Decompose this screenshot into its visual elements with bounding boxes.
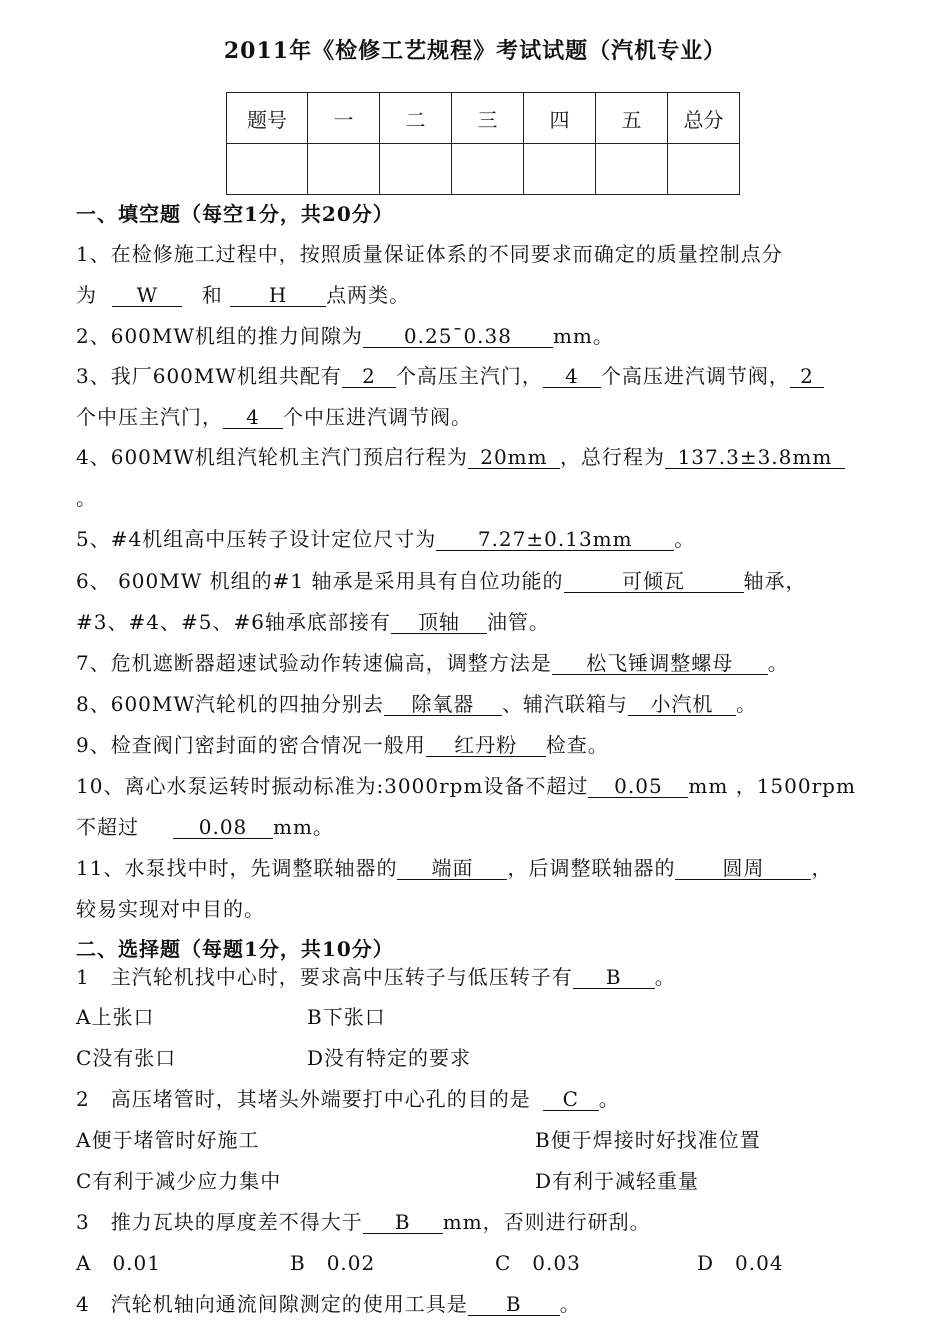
c3-option-d: D 0.04 [697,1251,784,1275]
score-cell[interactable] [452,144,524,195]
c3-answer: B [363,1211,443,1234]
q11-answer-2: 圆周 [675,857,811,880]
q3-text-c: 个高压进汽调节阀， [600,364,790,388]
q2-text: 2、600MW机组的推力间隙为 [76,324,363,348]
c3-line [76,1206,896,1235]
q3-text-b: 个高压主汽门， [395,364,543,388]
q5-text: 5、#4机组高中压转子设计定位尺寸为 [76,527,437,551]
q6-text-b: 轴承， [743,569,807,593]
q8-line [76,688,896,717]
score-cell[interactable] [596,144,668,195]
q2-text-b: mm。 [552,324,614,348]
q6-line1 [76,565,896,594]
score-header-row [227,93,740,144]
c4-answer: B [468,1293,560,1316]
score-header-cell: 三 [452,93,524,144]
q3-answer-2: 4 [543,365,601,388]
q5-line [76,523,896,552]
c3-option-a: A 0.01 [76,1251,161,1275]
c1-option-b: B下张口 [307,1005,386,1029]
q3-answer-1: 2 [342,365,396,388]
q7-line [76,647,896,676]
c2-end: 。 [598,1087,620,1111]
q10-text-b: mm ，1500rpm [688,774,856,798]
q3-text-d: 个中压主汽门， [76,405,223,429]
c3-option-c: C 0.03 [495,1251,581,1275]
score-header-cell: 四 [524,93,596,144]
q8-answer-2: 小汽机 [628,693,736,716]
q6-text-d: 油管。 [486,610,550,634]
score-cell[interactable] [380,144,452,195]
q4-text-b: ，总行程为 [559,445,665,469]
q7-answer: 松飞锤调整螺母 [552,652,768,675]
c3-option-b: B 0.02 [290,1251,376,1275]
q9-answer: 红丹粉 [426,734,546,757]
q10-answer-1: 0.05 [588,775,688,798]
q6-answer-2: 顶轴 [391,611,487,634]
q9-text: 9、检查阀门密封面的密合情况一般用 [76,733,426,757]
exam-title: 2011年《检修工艺规程》考试试题（汽机专业） [223,38,727,64]
q7-text-b: 。 [767,651,789,675]
q1-text: 1、在检修施工过程中，按照质量保证体系的不同要求而确定的质量控制点分 [76,242,783,266]
q5-answer: 7.27±0.13mm [436,528,674,551]
q6-line2 [76,606,896,635]
q10-answer-2: 0.08 [173,816,273,839]
q3-answer-3: 2 [790,365,824,388]
score-cell[interactable] [668,144,740,195]
q8-text: 8、600MW汽轮机的四抽分别去 [76,692,384,716]
q2-answer: 0.25¯0.38 [363,325,553,348]
c1-end: 。 [654,965,676,989]
q3-text-e: 个中压进汽调节阀。 [283,405,472,429]
score-header-cell: 二 [380,93,452,144]
q4-answer-2: 137.3±3.8mm [665,446,845,469]
q10-line2 [76,811,896,840]
c4-line [76,1288,896,1317]
c4-text: 4 汽轮机轴向通流间隙测定的使用工具是 [76,1292,468,1316]
c1-option-a: A上张口 [76,1005,155,1029]
q8-answer-1: 除氧器 [384,693,502,716]
score-table [226,92,740,195]
q2-line [76,320,896,349]
c2-option-c: C有利于减少应力集中 [76,1169,282,1193]
score-header-cell: 五 [596,93,668,144]
score-header-cell: 总分 [668,93,740,144]
q6-answer-1: 可倾瓦 [564,570,744,593]
c3-text: 3 推力瓦块的厚度差不得大于 [76,1210,363,1234]
q3-line1 [76,360,896,389]
q5-text-b: 。 [674,527,696,551]
q1-text-b2: 和 [201,283,223,307]
q4-text: 4、600MW机组汽轮机主汽门预启行程为 [76,445,468,469]
c2-option-d: D有利于减轻重量 [535,1169,700,1193]
q9-line [76,729,896,758]
q10-text: 10、离心水泵运转时振动标准为:3000rpm设备不超过 [76,774,589,798]
c2-option-a: A便于堵管时好施工 [76,1128,260,1152]
section-heading-choice: 二、选择题（每题1分，共10分） [76,937,394,961]
q3-line2 [76,401,896,430]
q8-text-c: 。 [735,692,757,716]
q3-answer-4: 4 [223,406,283,429]
c4-end: 。 [559,1292,581,1316]
q9-text-b: 检查。 [545,733,609,757]
q6-text-c: #3、#4、#5、#6轴承底部接有 [76,610,391,634]
score-value-row [227,144,740,195]
q11-line1 [76,852,896,881]
score-header-cell: 题号 [227,93,308,144]
q10-text-c: 不超过 [76,815,139,839]
c1-answer: B [573,966,655,989]
q11-line2: 较易实现对中目的。 [76,897,265,921]
q1-line2 [76,279,896,308]
c2-text: 2 高压堵管时，其堵头外端要打中心孔的目的是 [76,1087,531,1111]
section-heading-fill-blank: 一、填空题（每空1分，共20分） [76,202,394,226]
q11-text-b: ，后调整联轴器的 [507,856,676,880]
score-cell[interactable] [227,144,308,195]
q6-text: 6、 600MW 机组的#1 轴承是采用具有自位功能的 [76,569,564,593]
q10-text-d: mm。 [273,815,334,839]
q1-text-b3: 点两类。 [326,283,411,307]
q1-answer-2: H [230,284,326,307]
q3-text: 3、我厂600MW机组共配有 [76,364,342,388]
c3-end: mm，否则进行研刮。 [442,1210,651,1234]
q11-text: 11、水泵找中时，先调整联轴器的 [76,856,398,880]
score-cell[interactable] [524,144,596,195]
q11-text-c: ， [811,856,833,880]
c1-option-d: D没有特定的要求 [307,1046,472,1070]
q1-text-b1: 为 [76,283,97,307]
q8-text-b: 、辅汽联箱与 [501,692,628,716]
q11-answer-1: 端面 [397,857,507,880]
score-header-cell: 一 [308,93,380,144]
score-cell[interactable] [308,144,380,195]
c1-text: 1 主汽轮机找中心时，要求高中压转子与低压转子有 [76,965,573,989]
c2-option-b: B便于焊接时好找准位置 [535,1128,761,1152]
q4-end: 。 [76,486,97,510]
c1-line [76,961,896,990]
q4-line [76,441,896,470]
c2-line [76,1083,896,1112]
q4-answer-1: 20mm [468,446,560,469]
c1-option-c: C没有张口 [76,1046,177,1070]
q7-text: 7、危机遮断器超速试验动作转速偏高，调整方法是 [76,651,552,675]
q10-line1 [76,770,896,799]
q1-answer-1: W [112,284,182,307]
c2-answer: C [543,1088,599,1111]
